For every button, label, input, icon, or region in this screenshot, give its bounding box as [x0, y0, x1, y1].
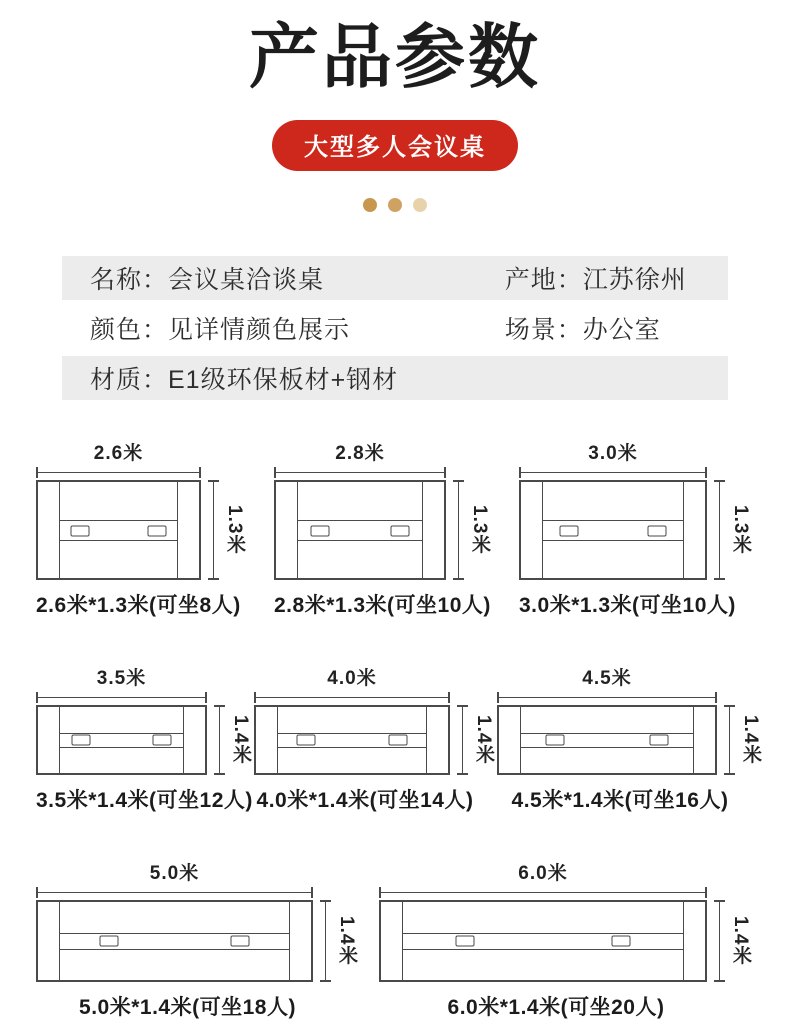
- width-dimension-label: 1.3米: [469, 504, 490, 555]
- width-dimension-label: 1.4米: [740, 714, 761, 765]
- cable-grommet: [456, 936, 475, 947]
- length-dimension: [36, 442, 201, 478]
- size-caption: 5.0米*1.4米(可坐18人): [79, 995, 296, 1019]
- cable-grommet: [648, 525, 667, 536]
- size-caption: 3.5米*1.4米(可坐12人): [36, 788, 253, 812]
- width-dimension: [457, 705, 497, 775]
- length-dimension-line: [274, 467, 446, 478]
- length-dimension: [36, 862, 313, 898]
- page-title: 产品参数: [249, 18, 541, 96]
- size-caption: 6.0米*1.4米(可坐20人): [447, 995, 665, 1019]
- dot-icon: [363, 198, 377, 212]
- diagram-row-1: [0, 442, 790, 619]
- spec-cell: 场景：办公室: [504, 315, 661, 344]
- width-dimension-line: [724, 705, 735, 775]
- length-dimension-line: [254, 692, 450, 703]
- cable-grommet: [99, 936, 118, 947]
- table-top-view: [519, 480, 707, 580]
- cable-grommet: [611, 936, 630, 947]
- width-dimension-line: [453, 480, 464, 580]
- spec-row: [62, 256, 728, 300]
- table-top-view: [36, 900, 313, 982]
- length-dimension-label: 6.0米: [518, 862, 568, 884]
- size-caption: 4.0米*1.4米(可坐14人): [256, 788, 474, 812]
- width-dimension-label: 1.4米: [230, 714, 251, 765]
- cable-grommet: [148, 525, 167, 536]
- table-top-view: [379, 900, 707, 982]
- spec-cell: 材质：E1级环保板材+钢材: [90, 365, 399, 394]
- width-dimension: [214, 705, 254, 775]
- length-dimension-label: 3.0米: [588, 442, 638, 464]
- length-dimension-label: 5.0米: [149, 862, 200, 884]
- size-caption: 2.6米*1.3米(可坐8人): [36, 593, 241, 617]
- table-size-diagram: [254, 667, 497, 814]
- width-dimension-line: [208, 480, 219, 580]
- diagram-row-2: [0, 667, 790, 814]
- table-size-diagram: [497, 667, 764, 814]
- dot-icon: [413, 198, 427, 212]
- cable-grommet: [391, 525, 410, 536]
- center-channel: [402, 933, 684, 950]
- spec-cell: 名称：会议桌洽谈桌: [90, 265, 325, 294]
- spec-cell: 产地：江苏徐州: [504, 265, 687, 294]
- length-dimension: [254, 667, 450, 703]
- table-size-diagram: [36, 862, 360, 1021]
- table-top-view: [254, 705, 450, 775]
- width-dimension: [714, 900, 754, 982]
- dot-icon: [388, 198, 402, 212]
- cable-grommet: [152, 735, 171, 746]
- spec-cell: 颜色：见详情颜色展示: [90, 315, 351, 344]
- cable-grommet: [296, 735, 315, 746]
- length-dimension-label: 2.6米: [93, 442, 144, 464]
- table-top-view: [497, 705, 717, 775]
- width-dimension-label: 1.4米: [336, 915, 357, 966]
- length-dimension-line: [36, 467, 201, 478]
- size-diagrams-section: [0, 442, 790, 1021]
- decor-dots: [0, 198, 790, 212]
- table-size-diagram: [36, 442, 248, 619]
- table-top-view: [274, 480, 446, 580]
- badge-row: [0, 120, 790, 171]
- cable-grommet: [389, 735, 408, 746]
- width-dimension: [714, 480, 754, 580]
- size-caption: 2.8米*1.3米(可坐10人): [274, 593, 491, 617]
- width-dimension-line: [457, 705, 468, 775]
- width-dimension-line: [714, 900, 725, 982]
- length-dimension-label: 2.8米: [335, 442, 385, 464]
- length-dimension-line: [497, 692, 717, 703]
- table-size-diagram: [274, 442, 493, 619]
- length-dimension: [274, 442, 446, 478]
- table-top-view: [36, 705, 207, 775]
- length-dimension-line: [519, 467, 707, 478]
- width-dimension-label: 1.4米: [473, 714, 494, 765]
- length-dimension: [379, 862, 707, 898]
- width-dimension-line: [714, 480, 725, 580]
- cable-grommet: [70, 525, 89, 536]
- table-top-view: [36, 480, 201, 580]
- cable-grommet: [72, 735, 91, 746]
- width-dimension: [724, 705, 764, 775]
- product-badge: 大型多人会议桌: [272, 120, 518, 171]
- specs-table: [62, 256, 728, 400]
- length-dimension-line: [36, 692, 207, 703]
- width-dimension-label: 1.3米: [224, 504, 245, 555]
- width-dimension-label: 1.4米: [730, 915, 751, 966]
- length-dimension-label: 3.5米: [96, 667, 147, 689]
- width-dimension: [320, 900, 360, 982]
- length-dimension-label: 4.0米: [327, 667, 377, 689]
- cable-grommet: [231, 936, 250, 947]
- spec-row: [62, 300, 728, 356]
- width-dimension: [208, 480, 248, 580]
- length-dimension-line: [379, 887, 707, 898]
- cable-grommet: [546, 735, 565, 746]
- cable-grommet: [310, 525, 329, 536]
- length-dimension-line: [36, 887, 313, 898]
- width-dimension-line: [320, 900, 331, 982]
- width-dimension: [453, 480, 493, 580]
- diagram-row-3: [0, 862, 790, 1021]
- table-size-diagram: [36, 667, 254, 814]
- spec-row: [62, 356, 728, 400]
- length-dimension: [519, 442, 707, 478]
- center-channel: [59, 933, 290, 950]
- cable-grommet: [649, 735, 668, 746]
- length-dimension: [497, 667, 717, 703]
- size-caption: 3.0米*1.3米(可坐10人): [519, 593, 736, 617]
- length-dimension-label: 4.5米: [582, 667, 632, 689]
- size-caption: 4.5米*1.4米(可坐16人): [511, 788, 729, 812]
- table-size-diagram: [379, 862, 754, 1021]
- width-dimension-label: 1.3米: [730, 504, 751, 555]
- length-dimension: [36, 667, 207, 703]
- cable-grommet: [559, 525, 578, 536]
- width-dimension-line: [214, 705, 225, 775]
- table-size-diagram: [519, 442, 754, 619]
